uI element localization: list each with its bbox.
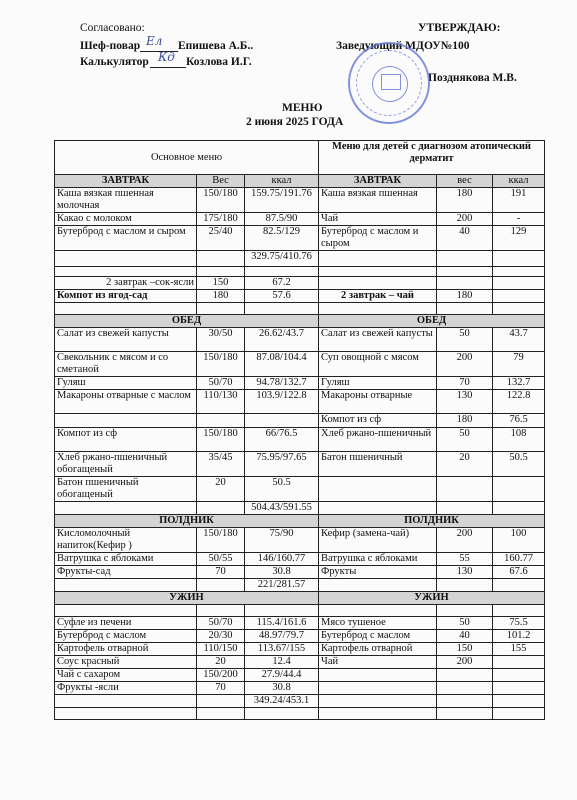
kcal-diet: 132.7 (493, 377, 545, 390)
weight-diet (437, 303, 493, 315)
table-row (55, 617, 545, 630)
dish-main: Батон пшеничный обогащеный (55, 477, 197, 502)
table-row (55, 390, 545, 414)
kcal-diet (493, 708, 545, 720)
weight-diet (437, 477, 493, 502)
dish-diet: Чай (319, 656, 437, 669)
weight-diet (437, 277, 493, 290)
dish-main: Хлеб ржано-пшеничный обогащеный (55, 452, 197, 477)
weight-main (197, 251, 245, 267)
kcal-diet (493, 605, 545, 617)
dish-diet (319, 267, 437, 277)
dish-diet: Батон пшеничный (319, 452, 437, 477)
weight-diet: 40 (437, 226, 493, 251)
dish-main: Макароны отварные с маслом (55, 390, 197, 414)
breakfast-header: ЗАВТРАК (55, 175, 197, 188)
weight-diet: 200 (437, 213, 493, 226)
kcal-main: 115.4/161.6 (245, 617, 319, 630)
weight-main: 20 (197, 477, 245, 502)
lunch-header: ОБЕД (55, 315, 319, 328)
kcal-main: 75.95/97.65 (245, 452, 319, 477)
menu-table (54, 140, 545, 720)
kcal-diet: 122.8 (493, 390, 545, 414)
weight-main: 50/70 (197, 377, 245, 390)
table-row (55, 669, 545, 682)
kcal-main: 349.24/453.1 (245, 695, 319, 708)
weight-diet: 50 (437, 428, 493, 452)
calc-signature: Кд (158, 50, 175, 64)
table-row (55, 267, 545, 277)
dish-main: Ватрушка с яблоками (55, 553, 197, 566)
dish-diet (319, 669, 437, 682)
kcal-main: 57.6 (245, 290, 319, 303)
kcal-main: 504.43/591.55 (245, 502, 319, 515)
dish-main: Соус красный (55, 656, 197, 669)
dish-diet (319, 695, 437, 708)
weight-diet: 40 (437, 630, 493, 643)
table-row (55, 428, 545, 452)
table-row (55, 414, 545, 428)
dish-diet (319, 502, 437, 515)
kcal-diet (493, 695, 545, 708)
dish-main (55, 502, 197, 515)
dish-main: Кисломолочный напиток(Кефир ) (55, 528, 197, 553)
dish-diet: Салат из свежей капусты (319, 328, 437, 352)
weight-diet (437, 669, 493, 682)
weight-diet (437, 682, 493, 695)
dish-diet (319, 477, 437, 502)
kcal-main (245, 414, 319, 428)
dish-diet (319, 303, 437, 315)
dish-diet: Хлеб ржано-пшеничный (319, 428, 437, 452)
weight-diet: 130 (437, 566, 493, 579)
table-row (55, 477, 545, 502)
col-diet-header: Меню для детей с диагнозом атопический дерматит (319, 141, 545, 175)
weight-main: 150 (197, 277, 245, 290)
dish-diet (319, 682, 437, 695)
kcal-main: 113.67/155 (245, 643, 319, 656)
kcal-diet (493, 303, 545, 315)
kcal-main: 94.78/132.7 (245, 377, 319, 390)
dish-diet: Каша вязкая пшенная (319, 188, 437, 213)
weight-header-diet: вес (437, 175, 493, 188)
table-row (55, 303, 545, 315)
head-name: Позднякова М.В. (428, 72, 517, 84)
dish-main: Свекольник с мясом и со сметаной (55, 352, 197, 377)
weight-diet: 180 (437, 188, 493, 213)
chef-signature: Ел (146, 34, 163, 48)
dish-main (55, 605, 197, 617)
weight-diet (437, 708, 493, 720)
kcal-diet: 129 (493, 226, 545, 251)
weight-header: Вес (197, 175, 245, 188)
kcal-diet (493, 277, 545, 290)
kcal-diet (493, 656, 545, 669)
kcal-main: 221/281.57 (245, 579, 319, 592)
table-row (55, 630, 545, 643)
dish-diet: Макароны отварные (319, 390, 437, 414)
table-row (55, 188, 545, 213)
kcal-header: ккал (245, 175, 319, 188)
kcal-diet: 101.2 (493, 630, 545, 643)
weight-diet: 70 (437, 377, 493, 390)
calc-sign-line (150, 67, 186, 68)
kcal-diet: 160.77 (493, 553, 545, 566)
weight-diet (437, 251, 493, 267)
table-row (55, 452, 545, 477)
kcal-main (245, 708, 319, 720)
weight-main: 25/40 (197, 226, 245, 251)
lunch-header-diet: ОБЕД (319, 315, 545, 328)
head-role: Заведующий МДОУ№100 (336, 40, 470, 52)
table-row (55, 605, 545, 617)
kcal-main: 27.9/44.4 (245, 669, 319, 682)
weight-main (197, 708, 245, 720)
dish-main (55, 303, 197, 315)
table-row (55, 277, 545, 290)
weight-diet (437, 267, 493, 277)
weight-main: 110/150 (197, 643, 245, 656)
stamp-seal (348, 42, 430, 124)
weight-main (197, 267, 245, 277)
table-row (55, 566, 545, 579)
kcal-diet (493, 477, 545, 502)
weight-main: 150/180 (197, 428, 245, 452)
kcal-main: 82.5/129 (245, 226, 319, 251)
table-row (55, 579, 545, 592)
weight-diet: 50 (437, 328, 493, 352)
kcal-diet: 67.6 (493, 566, 545, 579)
table-row (55, 502, 545, 515)
kcal-diet: 43.7 (493, 328, 545, 352)
kcal-diet (493, 267, 545, 277)
table-row (55, 528, 545, 553)
weight-main (197, 695, 245, 708)
menu-date: 2 июня 2025 ГОДА (246, 116, 344, 128)
kcal-main: 30.8 (245, 566, 319, 579)
kcal-diet (493, 682, 545, 695)
dish-diet: Компот из сф (319, 414, 437, 428)
dish-diet (319, 605, 437, 617)
dish-main: Суфле из печени (55, 617, 197, 630)
dish-diet (319, 277, 437, 290)
table-row (55, 226, 545, 251)
kcal-main: 75/90 (245, 528, 319, 553)
dinner-header-diet: УЖИН (319, 592, 545, 605)
table-row (55, 695, 545, 708)
weight-main: 175/180 (197, 213, 245, 226)
dish-diet (319, 579, 437, 592)
table-row (55, 708, 545, 720)
dish-main (55, 267, 197, 277)
kcal-main: 103.9/122.8 (245, 390, 319, 414)
weight-diet: 200 (437, 352, 493, 377)
dish-main: Компот из ягод-сад (55, 290, 197, 303)
dish-main (55, 579, 197, 592)
kcal-diet: 108 (493, 428, 545, 452)
weight-main: 20/30 (197, 630, 245, 643)
kcal-diet: 76.5 (493, 414, 545, 428)
kcal-main: 50.5 (245, 477, 319, 502)
kcal-main: 159.75/191.76 (245, 188, 319, 213)
snack-header: ПОЛДНИК (55, 515, 319, 528)
dish-main: Какао с молоком (55, 213, 197, 226)
weight-diet (437, 605, 493, 617)
kcal-diet (493, 502, 545, 515)
weight-main (197, 303, 245, 315)
dish-diet: Суп овощной с мясом (319, 352, 437, 377)
dish-main: Картофель отварной (55, 643, 197, 656)
table-row (55, 643, 545, 656)
weight-main (197, 502, 245, 515)
table-row (55, 682, 545, 695)
weight-diet (437, 579, 493, 592)
kcal-diet: 50.5 (493, 452, 545, 477)
dish-main: Чай с сахаром (55, 669, 197, 682)
weight-diet: 180 (437, 414, 493, 428)
table-row (55, 251, 545, 267)
dish-diet (319, 251, 437, 267)
kcal-diet (493, 251, 545, 267)
kcal-main: 146/160.77 (245, 553, 319, 566)
kcal-diet: - (493, 213, 545, 226)
weight-main: 70 (197, 682, 245, 695)
dish-diet: Кефир (замена-чай) (319, 528, 437, 553)
weight-main: 180 (197, 290, 245, 303)
weight-main: 20 (197, 656, 245, 669)
dish-main: Бутерброд с маслом (55, 630, 197, 643)
weight-main: 150/180 (197, 352, 245, 377)
table-row (55, 290, 545, 303)
kcal-main (245, 303, 319, 315)
kcal-main: 12.4 (245, 656, 319, 669)
kcal-main: 87.08/104.4 (245, 352, 319, 377)
weight-diet: 55 (437, 553, 493, 566)
dish-main: Салат из свежей капусты (55, 328, 197, 352)
dish-main: 2 завтрак –сок-ясли (55, 277, 197, 290)
dinner-header: УЖИН (55, 592, 319, 605)
dish-diet: Фрукты (319, 566, 437, 579)
kcal-diet: 100 (493, 528, 545, 553)
weight-diet (437, 502, 493, 515)
weight-diet: 130 (437, 390, 493, 414)
weight-main: 150/180 (197, 188, 245, 213)
calc-role: Калькулятор (80, 56, 149, 68)
dish-main: Фрукты-сад (55, 566, 197, 579)
table-row (55, 656, 545, 669)
kcal-main: 48.97/79.7 (245, 630, 319, 643)
dish-main (55, 708, 197, 720)
weight-main (197, 414, 245, 428)
kcal-main: 87.5/90 (245, 213, 319, 226)
kcal-main: 67.2 (245, 277, 319, 290)
dish-diet: Чай (319, 213, 437, 226)
breakfast-header-diet: ЗАВТРАК (319, 175, 437, 188)
table-row (55, 377, 545, 390)
kcal-diet: 191 (493, 188, 545, 213)
weight-main: 150/180 (197, 528, 245, 553)
approve-label: УТВЕРЖДАЮ: (418, 22, 501, 34)
kcal-main (245, 605, 319, 617)
dish-main: Бутерброд с маслом и сыром (55, 226, 197, 251)
weight-diet: 150 (437, 643, 493, 656)
table-row (55, 352, 545, 377)
kcal-diet: 155 (493, 643, 545, 656)
dish-diet (319, 708, 437, 720)
weight-diet: 180 (437, 290, 493, 303)
table-row (55, 328, 545, 352)
weight-diet: 50 (437, 617, 493, 630)
dish-diet: Мясо тушеное (319, 617, 437, 630)
dish-main: Фрукты -ясли (55, 682, 197, 695)
table-row (55, 213, 545, 226)
weight-main: 150/200 (197, 669, 245, 682)
weight-diet: 200 (437, 656, 493, 669)
kcal-main (245, 267, 319, 277)
kcal-diet: 79 (493, 352, 545, 377)
kcal-main: 329.75/410.76 (245, 251, 319, 267)
dish-main (55, 414, 197, 428)
dish-main: Гуляш (55, 377, 197, 390)
chef-name: Епишева А.Б.. (178, 40, 254, 52)
col-main-header: Основное меню (55, 141, 319, 175)
kcal-header-diet: ккал (493, 175, 545, 188)
dish-main (55, 695, 197, 708)
kcal-diet: 75.5 (493, 617, 545, 630)
kcal-diet (493, 290, 545, 303)
dish-main: Каша вязкая пшенная молочная (55, 188, 197, 213)
dish-diet: Бутерброд с маслом и сыром (319, 226, 437, 251)
weight-main: 50/70 (197, 617, 245, 630)
chef-role: Шеф-повар (80, 40, 141, 52)
weight-diet (437, 695, 493, 708)
calc-name: Козлова И.Г. (186, 56, 252, 68)
dish-main: Компот из сф (55, 428, 197, 452)
weight-main: 110/130 (197, 390, 245, 414)
weight-main: 50/55 (197, 553, 245, 566)
weight-main: 70 (197, 566, 245, 579)
snack-header-diet: ПОЛДНИК (319, 515, 545, 528)
weight-diet: 200 (437, 528, 493, 553)
weight-main: 30/50 (197, 328, 245, 352)
weight-diet: 20 (437, 452, 493, 477)
dish-diet: Ватрушка с яблоками (319, 553, 437, 566)
dish-diet: Картофель отварной (319, 643, 437, 656)
agreed-label: Согласовано: (80, 22, 145, 34)
dish-diet: Гуляш (319, 377, 437, 390)
dish-main (55, 251, 197, 267)
menu-title: МЕНЮ (282, 102, 323, 114)
dish-diet: Бутерброд с маслом (319, 630, 437, 643)
kcal-diet (493, 669, 545, 682)
weight-main: 35/45 (197, 452, 245, 477)
kcal-diet (493, 579, 545, 592)
kcal-main: 66/76.5 (245, 428, 319, 452)
table-row (55, 553, 545, 566)
weight-main (197, 605, 245, 617)
kcal-main: 26.62/43.7 (245, 328, 319, 352)
dish-diet: 2 завтрак – чай (319, 290, 437, 303)
weight-main (197, 579, 245, 592)
kcal-main: 30.8 (245, 682, 319, 695)
